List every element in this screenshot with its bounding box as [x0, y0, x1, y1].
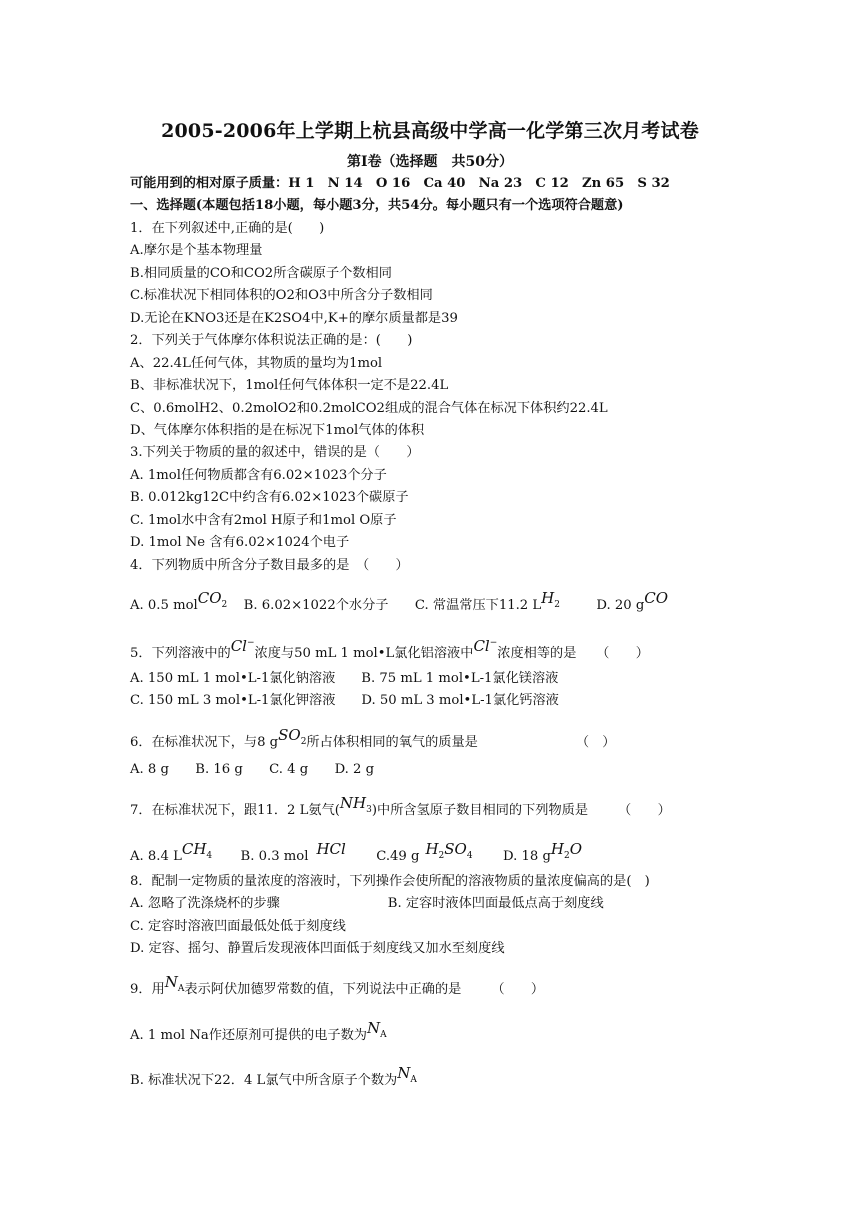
q8-options-row1: [130, 895, 604, 913]
chloride-ion: Cl−: [473, 637, 498, 655]
q4-option-a: A. 0.5 mol: [130, 598, 198, 613]
q4-stem: 4．下列物质中所含分子数目最多的是 （ ）: [130, 558, 409, 573]
q6-stem: 6．在标准状况下，与8 gSO$_2$所占体积相同的氧气的质量是 （ ）: [130, 726, 616, 750]
q2-option-d: D、气体摩尔体积指的是在标况下1mol气体的体积: [130, 423, 425, 438]
q7-d-formula: $H_2O$: [550, 840, 583, 861]
page-title: 2005-2006年上学期上杭县高级中学高一化学第三次月考试卷: [161, 120, 699, 142]
q9-stem: 9．用$N_A$表示阿伏加德罗常数的值，下列说法中正确的是 （ ）: [130, 973, 545, 997]
q1-option-a: A.摩尔是个基本物理量: [130, 243, 263, 258]
chloride-ion: Cl−: [230, 637, 255, 655]
q5-options-row2: [130, 692, 559, 710]
section-header: 一、选择题(本题包括18小题，每小题3分，共54分。每小题只有一个选项符合题意): [130, 198, 624, 213]
q4-options: [130, 589, 669, 620]
q2-option-b: B、非标准状况下，1mol任何气体体积一定不是22.4L: [130, 378, 449, 393]
q6-options: A. 8 g B. 16 g C. 4 g D. 2 g: [130, 762, 375, 777]
q7-formula: $NH_3$: [339, 794, 372, 815]
q8-option-d: D. 定容、摇匀、静置后发现液体凹面低于刻度线又加水至刻度线: [130, 941, 505, 956]
q4-c-formula: $H_2$: [541, 589, 560, 610]
q7-b-formula: HCl: [316, 840, 346, 858]
q1-option-c: C.标准状况下相同体积的O2和O3中所含分子数相同: [130, 288, 433, 303]
q8-option-b: B. 定容时液体凹面最低点高于刻度线: [387, 896, 604, 911]
q5-options-row1: [130, 670, 558, 688]
q5-option-c: C. 150 mL 3 mol•L-1氯化钾溶液: [130, 693, 336, 708]
q4-option-d: D. 20 g: [596, 598, 645, 613]
q3-option-d: D. 1mol Ne 含有6.02×1024个电子: [130, 535, 350, 550]
q8-option-a: A. 忽略了洗涤烧杯的步骤: [130, 896, 280, 911]
q3-option-c: C. 1mol水中含有2mol H原子和1mol O原子: [130, 513, 397, 528]
atomic-masses: 可能用到的相对原子质量：H 1 N 14 O 16 Ca 40 Na 23 C 12 Zn 65 S 32: [130, 176, 670, 191]
q8-option-c: C. 定容时溶液凹面最低处低于刻度线: [130, 919, 346, 934]
q4-a-formula: $CO_2$: [197, 589, 228, 610]
avogadro-symbol: $N_A$: [367, 1019, 387, 1040]
q4-d-formula: CO: [644, 589, 669, 607]
q2-option-c: C、0.6molH2、0.2molO2和0.2molCO2组成的混合气体在标况下体积约22.4L: [130, 401, 608, 416]
q3-option-b: B. 0.012kg12C中约含有6.02×1023个碳原子: [130, 490, 409, 505]
q7-c-formula: $H_2SO_4$: [425, 840, 473, 861]
q8-stem: 8．配制一定物质的量浓度的溶液时，下列操作会使所配的溶液物质的量浓度偏高的是( ): [130, 874, 650, 889]
avogadro-symbol: $N_A$: [164, 973, 185, 994]
q5-option-a: A. 150 mL 1 mol•L-1氯化钠溶液: [130, 671, 336, 686]
q7-a-formula: $CH_4$: [181, 840, 213, 861]
q9-option-a: A. 1 mol Na作还原剂可提供的电子数为$N_A$: [130, 1019, 387, 1043]
q7-options: [130, 840, 583, 871]
q5-stem: 5．下列溶液中的Cl−浓度与50 mL 1 mol•L氯化铝溶液中Cl−浓度相等的是 （ ）: [130, 637, 649, 661]
q6-formula: $SO_2$: [278, 726, 307, 747]
q4-option-b: B. 6.02×1022个水分子: [243, 598, 389, 613]
section-subtitle: 第Ⅰ卷（选择题 共50分）: [346, 154, 514, 170]
q3-stem: 3.下列关于物质的量的叙述中，错误的是（ ）: [130, 445, 420, 460]
q1-option-b: B.相同质量的CO和CO2所含碳原子个数相同: [130, 266, 392, 281]
avogadro-symbol: $N_A$: [397, 1064, 417, 1085]
q7-option-a: A. 8.4 L: [130, 849, 182, 864]
q7-option-d: D. 18 g: [503, 849, 551, 864]
q5-option-d: D. 50 mL 3 mol•L-1氯化钙溶液: [361, 693, 559, 708]
q2-stem: 2．下列关于气体摩尔体积说法正确的是：( ): [130, 333, 413, 348]
q5-option-b: B. 75 mL 1 mol•L-1氯化镁溶液: [361, 671, 559, 686]
q4-option-c: C. 常温常压下11.2 L: [414, 598, 542, 613]
q3-option-a: A. 1mol任何物质都含有6.02×1023个分子: [130, 468, 387, 483]
q2-option-a: A、22.4L任何气体，其物质的量均为1mol: [130, 356, 383, 371]
q7-option-b: B. 0.3 mol: [240, 849, 309, 864]
q9-option-b: B. 标准状况下22．4 L氯气中所含原子个数为$N_A$: [130, 1064, 417, 1088]
q1-stem: 1．在下列叙述中,正确的是( ): [130, 221, 325, 236]
q1-option-d: D.无论在KNO3还是在K2SO4中,K+的摩尔质量都是39: [130, 311, 458, 326]
q7-stem: 7．在标准状况下，跟11．2 L氨气$(NH_3)$中所含氢原子数目相同的下列物质是 （ ）: [130, 794, 671, 818]
q7-option-c: C.49 g: [376, 849, 420, 864]
